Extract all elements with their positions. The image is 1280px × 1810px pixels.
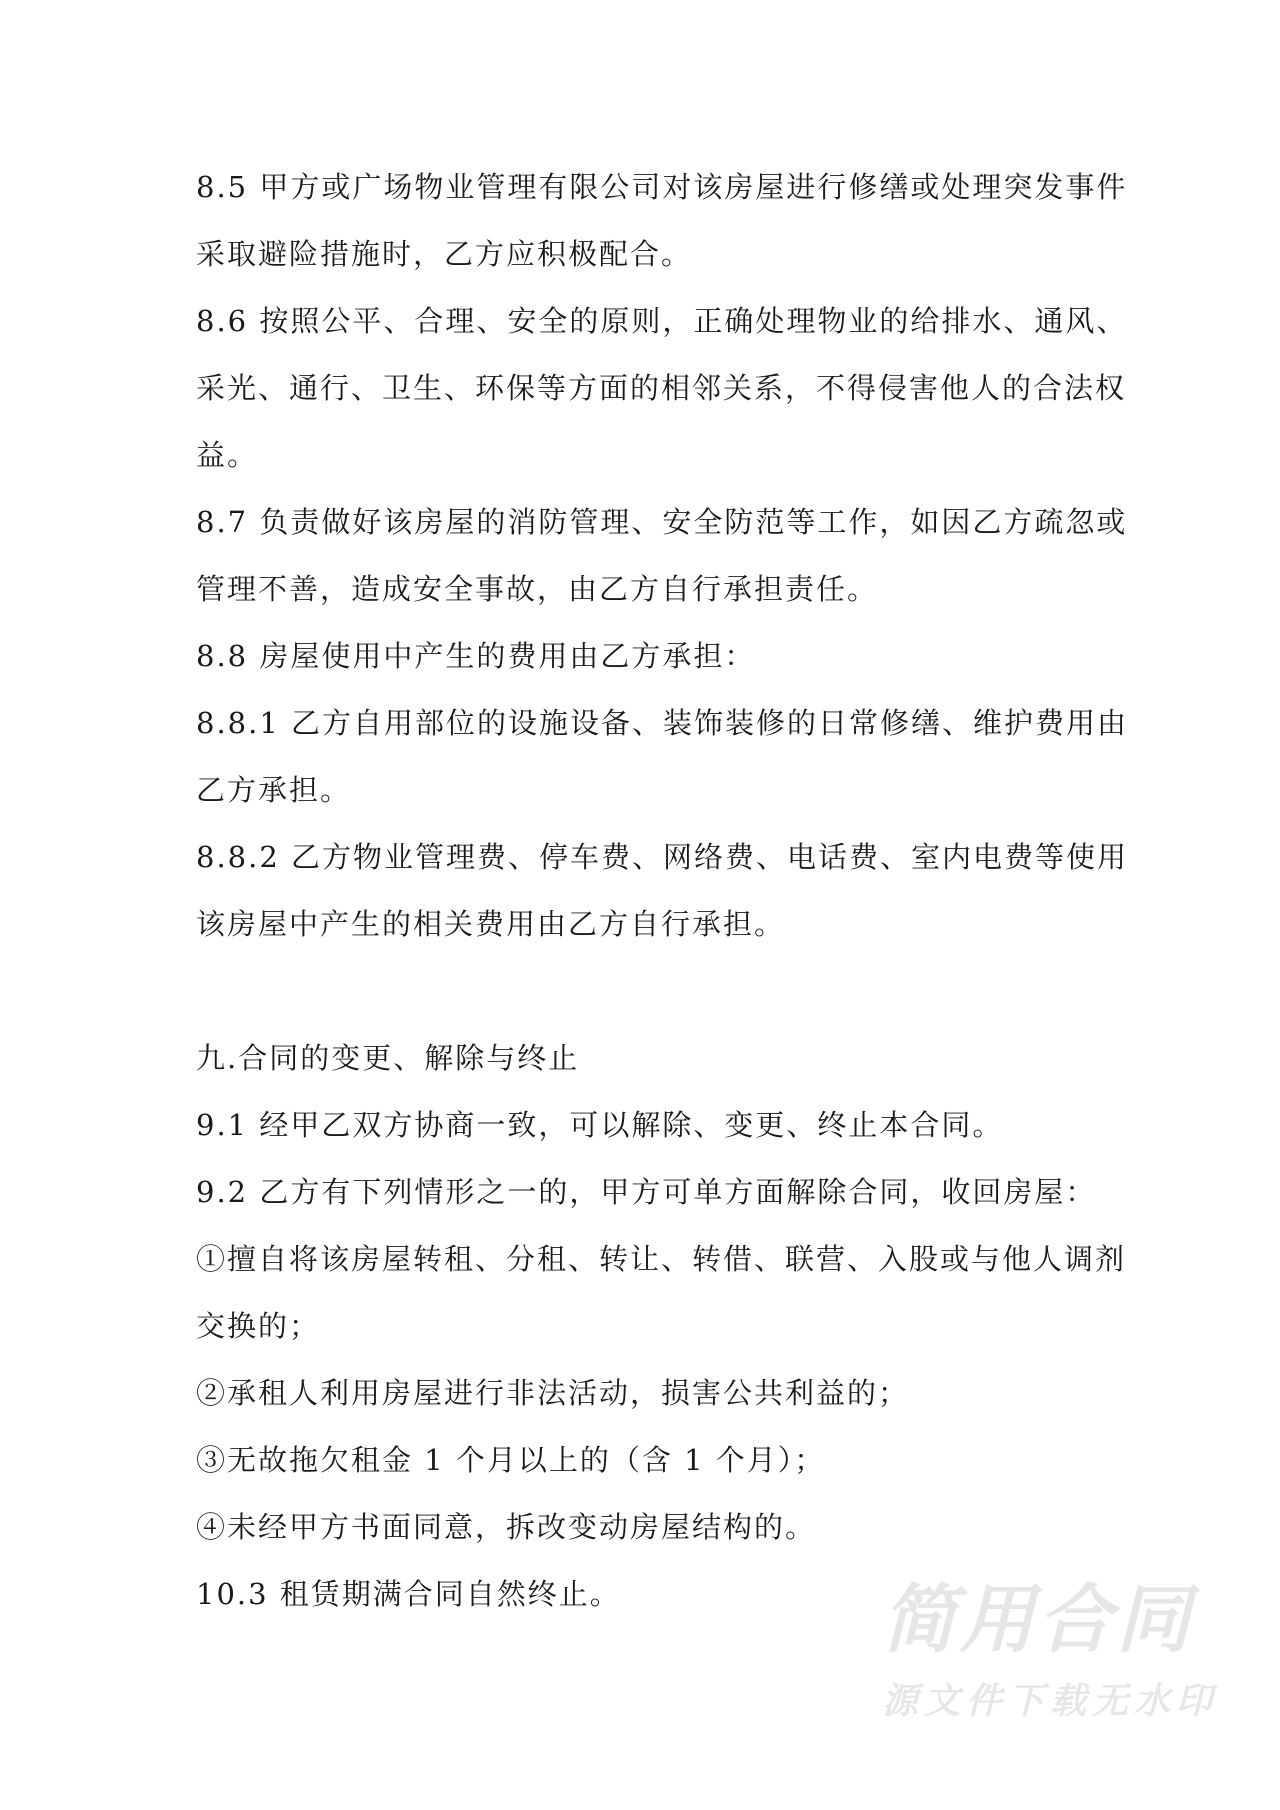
clause-10-3-line: 10.3 租赁期满合同自然终止。 xyxy=(196,1577,621,1611)
clause-9-2-line: 9.2 乙方有下列情形之一的，甲方可单方面解除合同，收回房屋： xyxy=(196,1175,1097,1209)
clause-8-8-1-line-1: 8.8.1 乙方自用部位的设施设备、装饰装修的日常修缮、维护费用由 xyxy=(196,706,1129,740)
watermark xyxy=(882,1577,1219,1722)
list-item-3-line: ③无故拖欠租金 1 个月以上的（含 1 个月）； xyxy=(196,1443,826,1477)
clause-8-8-2-line-1: 8.8.2 乙方物业管理费、停车费、网络费、电话费、室内电费等使用 xyxy=(196,840,1129,874)
clause-9-1-line: 9.1 经甲乙双方协商一致，可以解除、变更、终止本合同。 xyxy=(196,1108,1004,1142)
clause-8-7-line-2: 管理不善，造成安全事故，由乙方自行承担责任。 xyxy=(196,572,879,606)
clause-8-6-line-1: 8.6 按照公平、合理、安全的原则，正确处理物业的给排水、通风、 xyxy=(196,304,1128,338)
watermark-subtitle: 源文件下载无水印 xyxy=(882,1681,1219,1722)
clause-8-6-line-3: 益。 xyxy=(196,438,259,472)
clause-8-5-line-1: 8.5 甲方或广场物业管理有限公司对该房屋进行修缮或处理突发事件 xyxy=(196,170,1128,204)
section-9-heading: 九.合同的变更、解除与终止 xyxy=(196,1041,580,1075)
clause-8-8-2-line-2: 该房屋中产生的相关费用由乙方自行承担。 xyxy=(196,907,786,941)
clause-8-5-line-2: 采取避险措施时，乙方应积极配合。 xyxy=(196,237,693,271)
list-item-1-line-1: ①擅自将该房屋转租、分租、转让、转借、联营、入股或与他人调剂 xyxy=(196,1242,1127,1276)
list-item-1-line-2: 交换的； xyxy=(196,1309,321,1343)
list-item-2-line: ②承租人利用房屋进行非法活动，损害公共利益的； xyxy=(196,1376,910,1410)
clause-8-8-1-line-2: 乙方承担。 xyxy=(196,773,352,807)
clause-8-6-line-2: 采光、通行、卫生、环保等方面的相邻关系，不得侵害他人的合法权 xyxy=(196,371,1127,405)
watermark-title: 简用合同 xyxy=(882,1577,1194,1663)
clause-8-8-line: 8.8 房屋使用中产生的费用由乙方承担： xyxy=(196,639,756,673)
clause-8-7-line-1: 8.7 负责做好该房屋的消防管理、安全防范等工作，如因乙方疏忽或 xyxy=(196,505,1128,539)
list-item-4-line: ④未经甲方书面同意，拆改变动房屋结构的。 xyxy=(196,1510,817,1544)
